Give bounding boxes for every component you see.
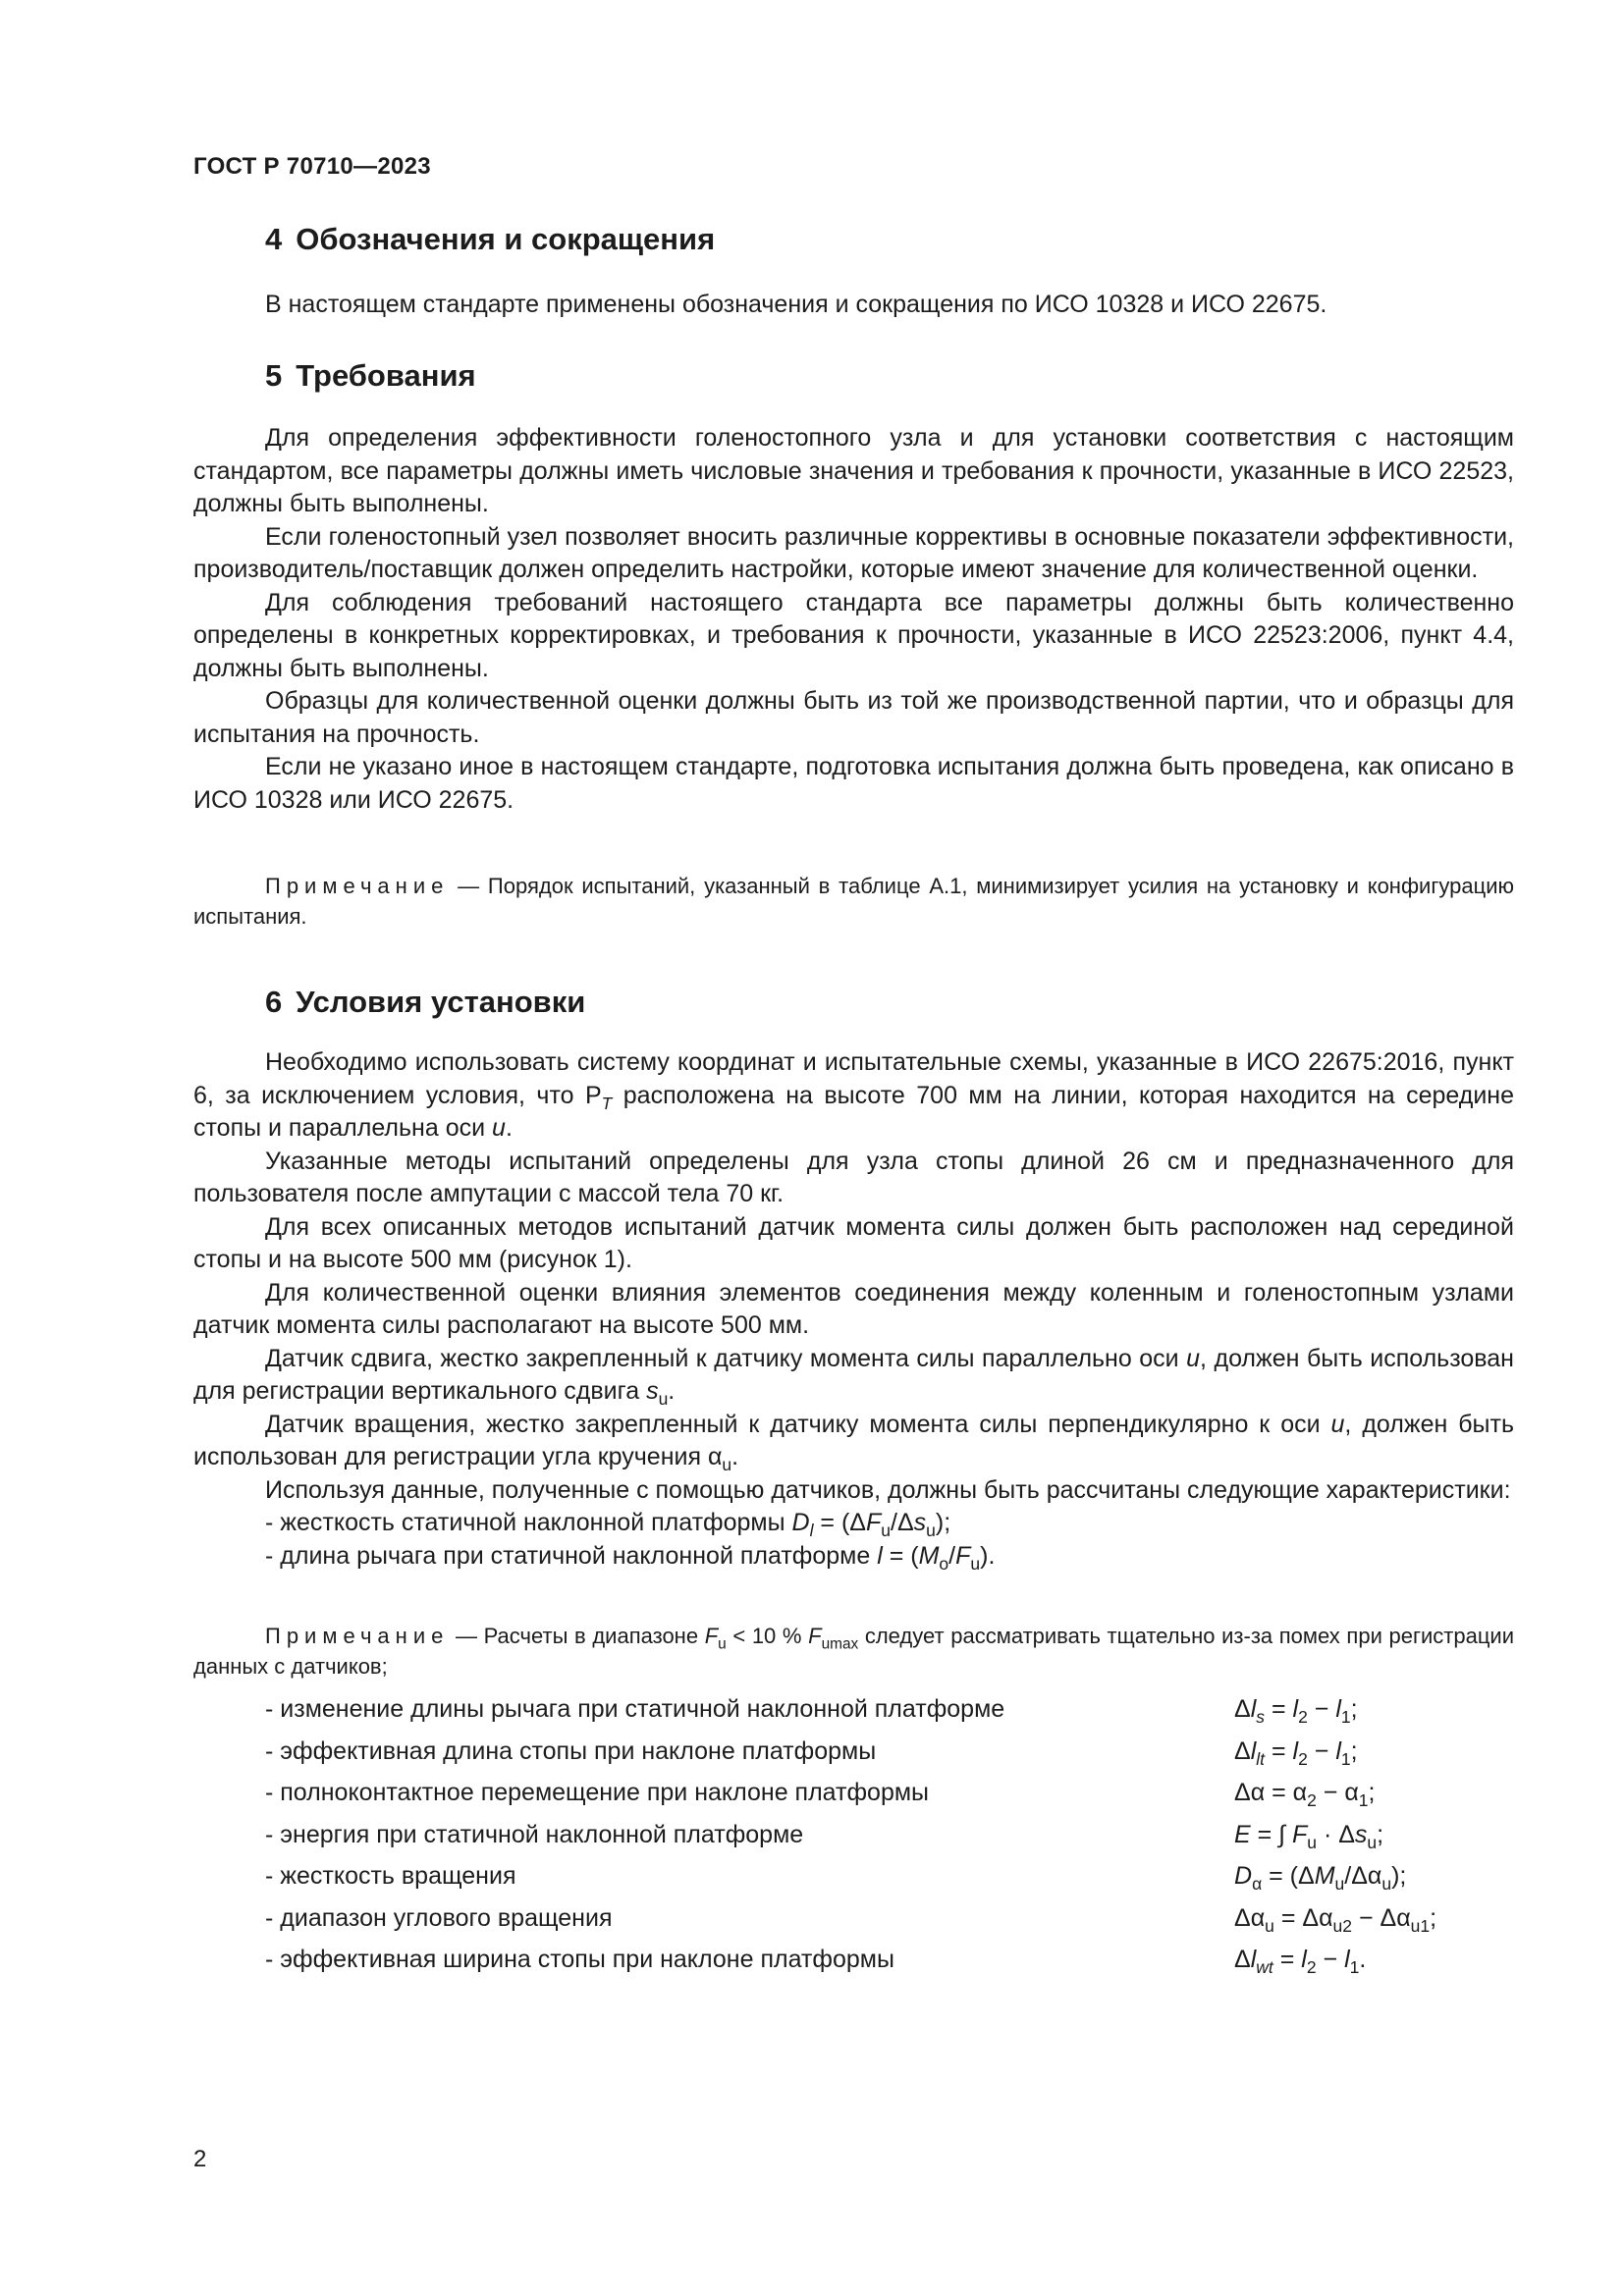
formula-name: - диапазон углового вращения xyxy=(265,1903,613,1932)
paragraph: Если не указано иное в настоящем стандарте, подготовка испытания должна быть проведена, как описано в ИСО 10328 или ИСО 22675. xyxy=(193,753,1514,814)
note-paragraph xyxy=(193,1621,1514,1682)
formula-expression xyxy=(1234,1946,1436,1988)
formula-token: F xyxy=(1291,1820,1308,1848)
formula-token: ; xyxy=(1377,1820,1384,1848)
text-run: - жесткость статичной наклонной платформы xyxy=(265,1509,792,1536)
formula-token: = (Δ xyxy=(1262,1862,1315,1890)
section-title: Требования xyxy=(296,358,476,393)
document-id: ГОСТ Р 70710—2023 xyxy=(193,153,431,180)
formula-token: u1 xyxy=(1410,1915,1431,1936)
formula-token: /Δα xyxy=(1344,1862,1382,1890)
formula-token: · Δ xyxy=(1317,1820,1355,1848)
paragraph: Если голеностопный узел позволяет вносить различные коррективы в основные показатели эффективности, производитель/поставщик должен определить настройки, которые имеют значение для количественной оценки. xyxy=(193,522,1514,583)
formula-name: - изменение длины рычага при статичной наклонной платформе xyxy=(265,1695,1005,1723)
section-4-body xyxy=(193,289,1514,322)
text-run: , должен быть использован для регистрации вертикального сдвига xyxy=(193,1344,1514,1405)
formula-list xyxy=(265,1695,1436,1988)
formula-expression xyxy=(1234,1695,1436,1737)
note-label: Примечание xyxy=(265,874,450,898)
paragraph xyxy=(193,1046,1514,1146)
formula-row xyxy=(265,1821,1436,1863)
subscript: u xyxy=(722,1455,732,1475)
section-title: Условия установки xyxy=(296,985,586,1019)
text-run: /Δ xyxy=(891,1509,914,1536)
formula-token: wt xyxy=(1256,1957,1273,1978)
section-title: Обозначения и сокращения xyxy=(296,222,716,256)
formula-token: 2 xyxy=(1298,1707,1308,1728)
text-run: ); xyxy=(935,1509,951,1536)
formula-token: lt xyxy=(1256,1748,1266,1769)
paragraph: Для определения эффективности голеностопного узла и для установки соответствия с настоящим стандартом, все параметры должны иметь числовые значения и требования к прочности, указанные в ИСО 22523, должны быть выполнены. xyxy=(193,424,1514,517)
formula-token: . xyxy=(1359,1946,1367,1973)
subscript: u xyxy=(881,1521,891,1541)
variable: F xyxy=(955,1541,971,1570)
formula-expression xyxy=(1234,1862,1436,1904)
formula-expression xyxy=(1234,1737,1436,1780)
formula-token: = xyxy=(1272,1946,1302,1973)
note-text: — Порядок испытаний, указанный в таблице А.1, минимизирует усилия на установку и конфигурацию испытания. xyxy=(193,874,1514,929)
subscript: T xyxy=(601,1093,613,1113)
section-4-heading xyxy=(265,222,715,257)
formula-row xyxy=(265,1695,1436,1737)
note-paragraph xyxy=(193,871,1514,932)
variable: l xyxy=(877,1541,883,1570)
formula-name: - энергия при статичной наклонной платформе xyxy=(265,1820,804,1848)
formula-row xyxy=(265,1862,1436,1904)
variable: s xyxy=(646,1377,659,1405)
formula-row xyxy=(265,1737,1436,1780)
formula-token: l xyxy=(1250,1695,1257,1723)
formula-token: 2 xyxy=(1306,1957,1317,1978)
section-6-heading xyxy=(265,985,585,1020)
paragraph xyxy=(193,1343,1514,1409)
formula-token: 1 xyxy=(1358,1790,1369,1811)
subscript: u xyxy=(926,1521,936,1541)
formula-token: E xyxy=(1234,1820,1251,1848)
formula-name: - жесткость вращения xyxy=(265,1862,516,1890)
formula-token: s xyxy=(1256,1707,1266,1728)
formula-token: l xyxy=(1344,1946,1350,1973)
section-5-heading xyxy=(265,358,476,394)
formula-token: − xyxy=(1307,1736,1336,1765)
formula-row xyxy=(265,1904,1436,1947)
paragraph: Указанные методы испытаний определены для узла стопы длиной 26 см и предназначенного для пользователя после ампутации с массой тела 70 кг. xyxy=(193,1147,1514,1207)
section-number: 4 xyxy=(265,222,283,256)
variable: u xyxy=(1186,1344,1201,1372)
list-item xyxy=(193,1540,1514,1574)
subscript: u xyxy=(658,1389,669,1410)
section-6-note xyxy=(193,1621,1514,1682)
formula-token: l xyxy=(1292,1695,1299,1723)
formula-token: = ∫ xyxy=(1250,1820,1292,1848)
formula-token: u xyxy=(1265,1915,1274,1936)
text-run: < 10 % xyxy=(726,1624,809,1648)
formula-expression xyxy=(1234,1904,1436,1947)
subscript: l xyxy=(809,1521,814,1541)
text-run: - длина рычага при статичной наклонной платформе xyxy=(265,1541,878,1570)
formula-token: l xyxy=(1250,1736,1257,1765)
formula-list-body xyxy=(265,1695,1436,1988)
formula-token: 2 xyxy=(1298,1748,1308,1769)
subscript: u xyxy=(718,1635,727,1653)
variable: u xyxy=(1330,1410,1345,1438)
formula-token: ; xyxy=(1368,1779,1376,1806)
subscript: u xyxy=(970,1553,981,1574)
paragraph xyxy=(193,1409,1514,1474)
text-run: . xyxy=(731,1443,739,1470)
variable: D xyxy=(791,1509,810,1536)
formula-token: u xyxy=(1367,1832,1378,1852)
paragraph: В настоящем стандарте применены обозначения и сокращения по ИСО 10328 и ИСО 22675. xyxy=(265,291,1327,318)
section-number: 5 xyxy=(265,358,283,393)
formula-name: - полноконтактное перемещение при наклоне платформы xyxy=(265,1779,930,1806)
formula-token: 2 xyxy=(1307,1790,1317,1811)
formula-token: l xyxy=(1292,1736,1299,1765)
variable: F xyxy=(808,1624,822,1648)
formula-token: Δ xyxy=(1234,1946,1251,1973)
text-run: Необходимо использовать систему координат и испытательные схемы, указанные в ИСО 22675:2016, пункт 6, за исключением условия, что P xyxy=(193,1048,1514,1109)
formula-token: − xyxy=(1307,1695,1336,1723)
formula-token: u xyxy=(1307,1832,1317,1852)
section-6-body xyxy=(193,1046,1514,1573)
formula-token: M xyxy=(1314,1862,1335,1890)
text-run: . xyxy=(668,1377,676,1405)
formula-token: − xyxy=(1316,1946,1345,1973)
text-run: = ( xyxy=(882,1541,919,1570)
note-label: Примечание xyxy=(265,1624,450,1648)
formula-token: u xyxy=(1381,1874,1392,1895)
formula-token: Δ xyxy=(1234,1695,1251,1723)
formula-token: 1 xyxy=(1340,1748,1351,1769)
formula-token: = Δα xyxy=(1273,1903,1333,1932)
formula-row xyxy=(265,1779,1436,1821)
formula-expression xyxy=(1234,1821,1436,1863)
section-5-note xyxy=(193,871,1514,932)
variable: M xyxy=(918,1541,940,1570)
paragraph: Используя данные, полученные с помощью датчиков, должны быть рассчитаны следующие характеристики: xyxy=(265,1475,1511,1504)
formula-token: u2 xyxy=(1332,1915,1353,1936)
formula-token: ); xyxy=(1391,1862,1407,1890)
section-5-body xyxy=(193,422,1514,817)
formula-token: Δα = α xyxy=(1234,1779,1308,1806)
variable: s xyxy=(913,1509,927,1536)
paragraph: Образцы для количественной оценки должны быть из той же производственной партии, что и образцы для испытания на прочность. xyxy=(193,687,1514,748)
formula-token: 1 xyxy=(1349,1957,1360,1978)
text-run: — Расчеты в диапазоне xyxy=(455,1624,705,1648)
formula-token: = xyxy=(1265,1736,1293,1765)
formula-token: α xyxy=(1252,1874,1263,1895)
formula-row xyxy=(265,1946,1436,1988)
text-run: = (Δ xyxy=(813,1509,866,1536)
paragraph: Для количественной оценки влияния элементов соединения между коленным и голеностопным узлами датчик момента силы располагают на высоте 500 мм. xyxy=(193,1278,1514,1339)
section-number: 6 xyxy=(265,985,283,1019)
text-run: / xyxy=(948,1541,956,1570)
text-run: , должен быть использован для регистрации угла кручения α xyxy=(193,1410,1514,1470)
variable: F xyxy=(704,1624,719,1648)
formula-token: ; xyxy=(1350,1736,1358,1765)
formula-token: ; xyxy=(1430,1903,1437,1932)
formula-token: 1 xyxy=(1340,1707,1351,1728)
formula-token: − α xyxy=(1316,1779,1359,1806)
text-run: . xyxy=(505,1114,513,1142)
text-run: расположена на высоте 700 мм на линии, которая находится на середине стопы и параллельна оси xyxy=(193,1081,1514,1142)
variable: u xyxy=(492,1114,506,1142)
page-number: 2 xyxy=(193,2146,207,2172)
text-run: Датчик сдвига, жестко закрепленный к датчику момента силы параллельно оси xyxy=(265,1344,1187,1372)
formula-token: s xyxy=(1354,1820,1368,1848)
subscript: umax xyxy=(821,1635,859,1653)
list-item xyxy=(193,1507,1514,1540)
formula-token: l xyxy=(1301,1946,1307,1973)
subscript: o xyxy=(939,1553,949,1574)
formula-token: − Δα xyxy=(1352,1903,1411,1932)
formula-expression xyxy=(1234,1779,1436,1821)
text-run: ). xyxy=(980,1541,996,1570)
formula-token: = xyxy=(1265,1695,1293,1723)
formula-token: l xyxy=(1335,1736,1341,1765)
paragraph: Для соблюдения требований настоящего стандарта все параметры должны быть количественно определены в конкретных корректировках, и требования к прочности, указанные в ИСО 22523:2006, пункт 4.4, должны быть выполнены. xyxy=(193,588,1514,682)
formula-token: D xyxy=(1234,1862,1253,1890)
text-run: Датчик вращения, жестко закрепленный к датчику момента силы перпендикулярно к оси xyxy=(265,1410,1331,1438)
formula-name: - эффективная длина стопы при наклоне платформы xyxy=(265,1736,877,1765)
formula-token: l xyxy=(1335,1695,1341,1723)
formula-name: - эффективная ширина стопы при наклоне платформы xyxy=(265,1946,894,1973)
formula-token: u xyxy=(1334,1874,1345,1895)
variable: F xyxy=(865,1509,882,1536)
text-run: следует рассматривать тщательно из-за помех при регистрации данных с датчиков; xyxy=(193,1624,1514,1679)
paragraph: Для всех описанных методов испытаний датчик момента силы должен быть расположен над серединой стопы и на высоте 500 мм (рисунок 1). xyxy=(193,1212,1514,1273)
formula-token: Δ xyxy=(1234,1736,1251,1765)
formula-token: Δα xyxy=(1234,1903,1266,1932)
formula-token: ; xyxy=(1350,1695,1358,1723)
formula-token: l xyxy=(1250,1946,1257,1973)
